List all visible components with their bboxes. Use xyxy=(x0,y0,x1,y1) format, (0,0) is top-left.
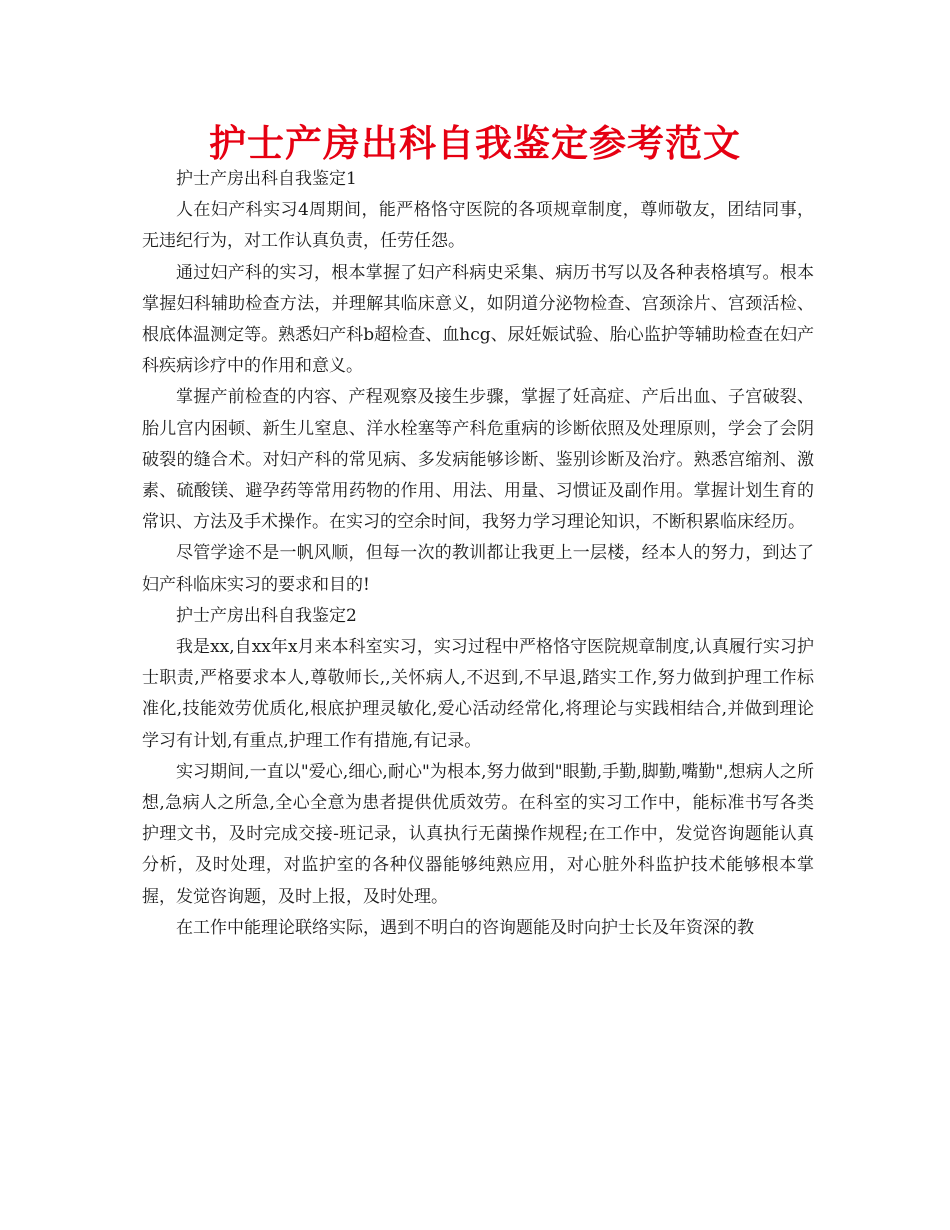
page-title: 护士产房出科自我鉴定参考范文 xyxy=(209,122,741,165)
paragraph: 尽管学途不是一帆风顺，但每一次的教训都让我更上一层楼，经本人的努力，到达了妇产科临床实习的要求和目的! xyxy=(142,543,814,595)
paragraph: 我是xx,自xx年x月来本科室实习，实习过程中严格恪守医院规章制度,认真履行实习护士职责,严格要求本人,尊敬师长,,关怀病人,不迟到,不早退,踏实工作,努力做到护理工作标准化,技能效劳优质化,根底护理灵敏化,爱心活动经常化,将理论与实践相结合,并做到理论学习有计划,有重点,护理工作有措施,有记录。 xyxy=(142,637,814,751)
paragraph: 通过妇产科的实习，根本掌握了妇产科病史采集、病历书写以及各种表格填写。根本掌握妇科辅助检查方法，并理解其临床意义，如阴道分泌物检查、宫颈涂片、宫颈活检、根底体温测定等。熟悉妇产科b超检查、血hcg、尿妊娠试验、胎心监护等辅助检查在妇产科疾病诊疗中的作用和意义。 xyxy=(142,262,814,377)
paragraph: 在工作中能理论联络实际，遇到不明白的咨询题能及时向护士长及年资深的教 xyxy=(176,917,754,938)
paragraph: 掌握产前检查的内容、产程观察及接生步骤，掌握了妊高症、产后出血、子宫破裂、胎儿宫内困顿、新生儿窒息、洋水栓塞等产科危重病的诊断依照及处理原则，学会了会阴破裂的缝合术。对妇产科的常见病、多发病能够诊断、鉴别诊断及治疗。熟悉宫缩剂、激素、硫酸镁、避孕药等常用药物的作用、用法、用量、习惯证及副作用。掌握计划生育的常识、方法及手术操作。在实习的空余时间，我努力学习理论知识，不断积累临床经历。 xyxy=(142,387,814,533)
section-heading-2: 护士产房出科自我鉴定2 xyxy=(176,605,357,626)
document-body xyxy=(142,164,814,944)
paragraph: 人在妇产科实习4周期间，能严格恪守医院的各项规章制度，尊师敬友，团结同事，无违纪行为，对工作认真负责，任劳任怨。 xyxy=(142,200,814,252)
paragraph: 实习期间,一直以"爱心,细心,耐心"为根本,努力做到"眼勤,手勤,脚勤,嘴勤",想病人之所想,急病人之所急,全心全意为患者提供优质效劳。在科室的实习工作中，能标准书写各类护理文书，及时完成交接-班记录，认真执行无菌操作规程;在工作中，发觉咨询题能认真分析，及时处理，对监护室的各种仪器能够纯熟应用，对心脏外科监护技术能够根本掌握，发觉咨询题，及时上报，及时处理。 xyxy=(142,761,814,907)
section-heading-1: 护士产房出科自我鉴定1 xyxy=(176,169,357,189)
